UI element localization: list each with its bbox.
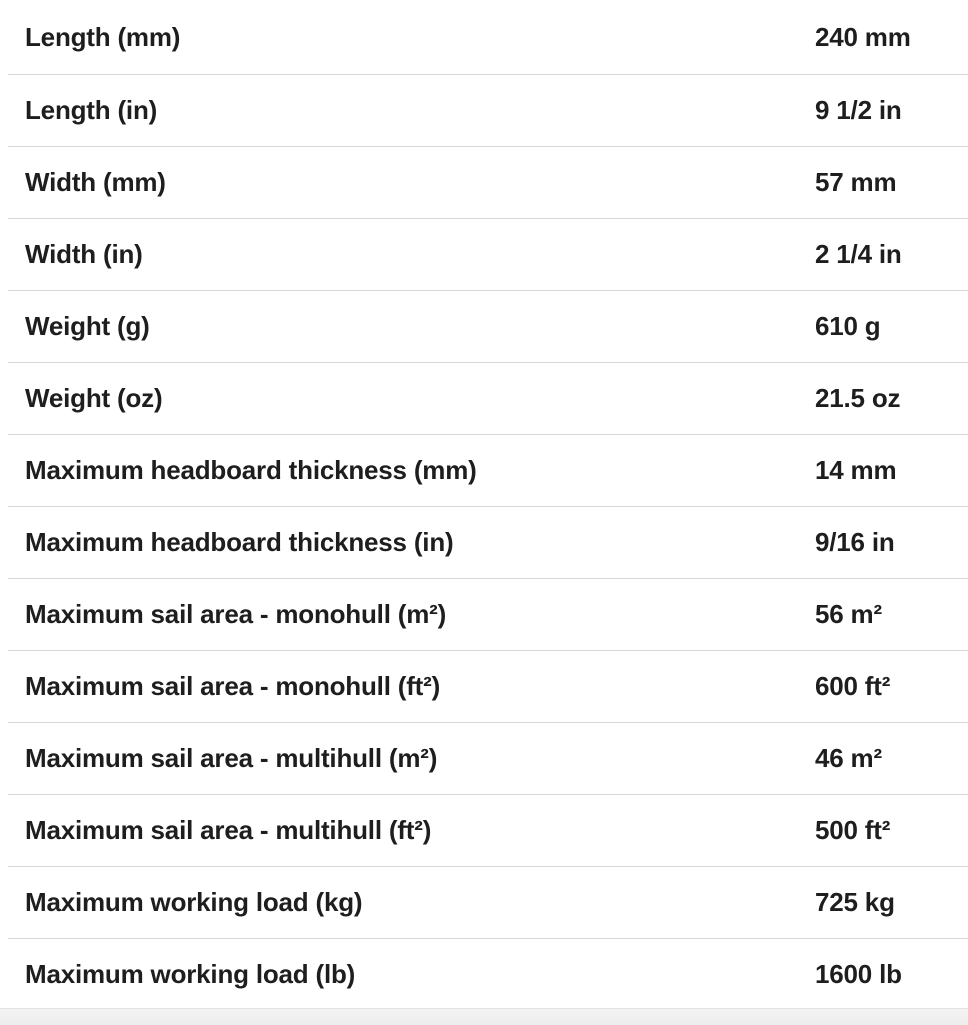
spec-label: Maximum sail area - multihull (ft²) <box>8 794 814 866</box>
spec-label: Maximum sail area - monohull (ft²) <box>8 650 814 722</box>
spec-row <box>8 578 968 650</box>
spec-label: Weight (g) <box>8 290 814 362</box>
spec-value: 57 mm <box>814 146 968 218</box>
spec-row <box>8 2 968 74</box>
spec-row <box>8 218 968 290</box>
spec-value: 21.5 oz <box>814 362 968 434</box>
spec-row <box>8 290 968 362</box>
spec-label: Maximum sail area - multihull (m²) <box>8 722 814 794</box>
spec-row <box>8 434 968 506</box>
spec-label: Width (in) <box>8 218 814 290</box>
spec-label: Weight (oz) <box>8 362 814 434</box>
spec-label: Maximum working load (kg) <box>8 866 814 938</box>
spec-row <box>8 362 968 434</box>
spec-label: Maximum working load (lb) <box>25 958 356 989</box>
spec-row <box>8 650 968 722</box>
spec-value: 46 m² <box>814 722 968 794</box>
spec-label: Maximum sail area - monohull (m²) <box>8 578 814 650</box>
spec-value: 725 kg <box>814 866 968 938</box>
spec-value: 600 ft² <box>814 650 968 722</box>
spec-label: Maximum headboard thickness (mm) <box>8 434 814 506</box>
spec-row <box>8 506 968 578</box>
spec-value: 14 mm <box>814 434 968 506</box>
spec-value: 500 ft² <box>814 794 968 866</box>
spec-label: Length (in) <box>8 74 814 146</box>
spec-label: Length (mm) <box>8 2 814 74</box>
spec-row <box>8 794 968 866</box>
spec-value: 610 g <box>814 290 968 362</box>
spec-row <box>8 866 968 938</box>
spec-row <box>8 938 968 1010</box>
spec-value: 9 1/2 in <box>814 74 968 146</box>
spec-label: Maximum headboard thickness (in) <box>8 506 814 578</box>
spec-row <box>8 74 968 146</box>
spec-label: Width (mm) <box>8 146 814 218</box>
spec-row <box>8 146 968 218</box>
spec-value: 240 mm <box>814 2 968 74</box>
spec-value: 56 m² <box>814 578 968 650</box>
spec-row <box>8 722 968 794</box>
spec-value: 9/16 in <box>814 506 968 578</box>
spec-value: 2 1/4 in <box>814 218 968 290</box>
page-bottom-edge <box>0 1008 968 1025</box>
spec-value: 1600 lb <box>815 958 902 989</box>
specifications-table <box>8 2 968 1010</box>
